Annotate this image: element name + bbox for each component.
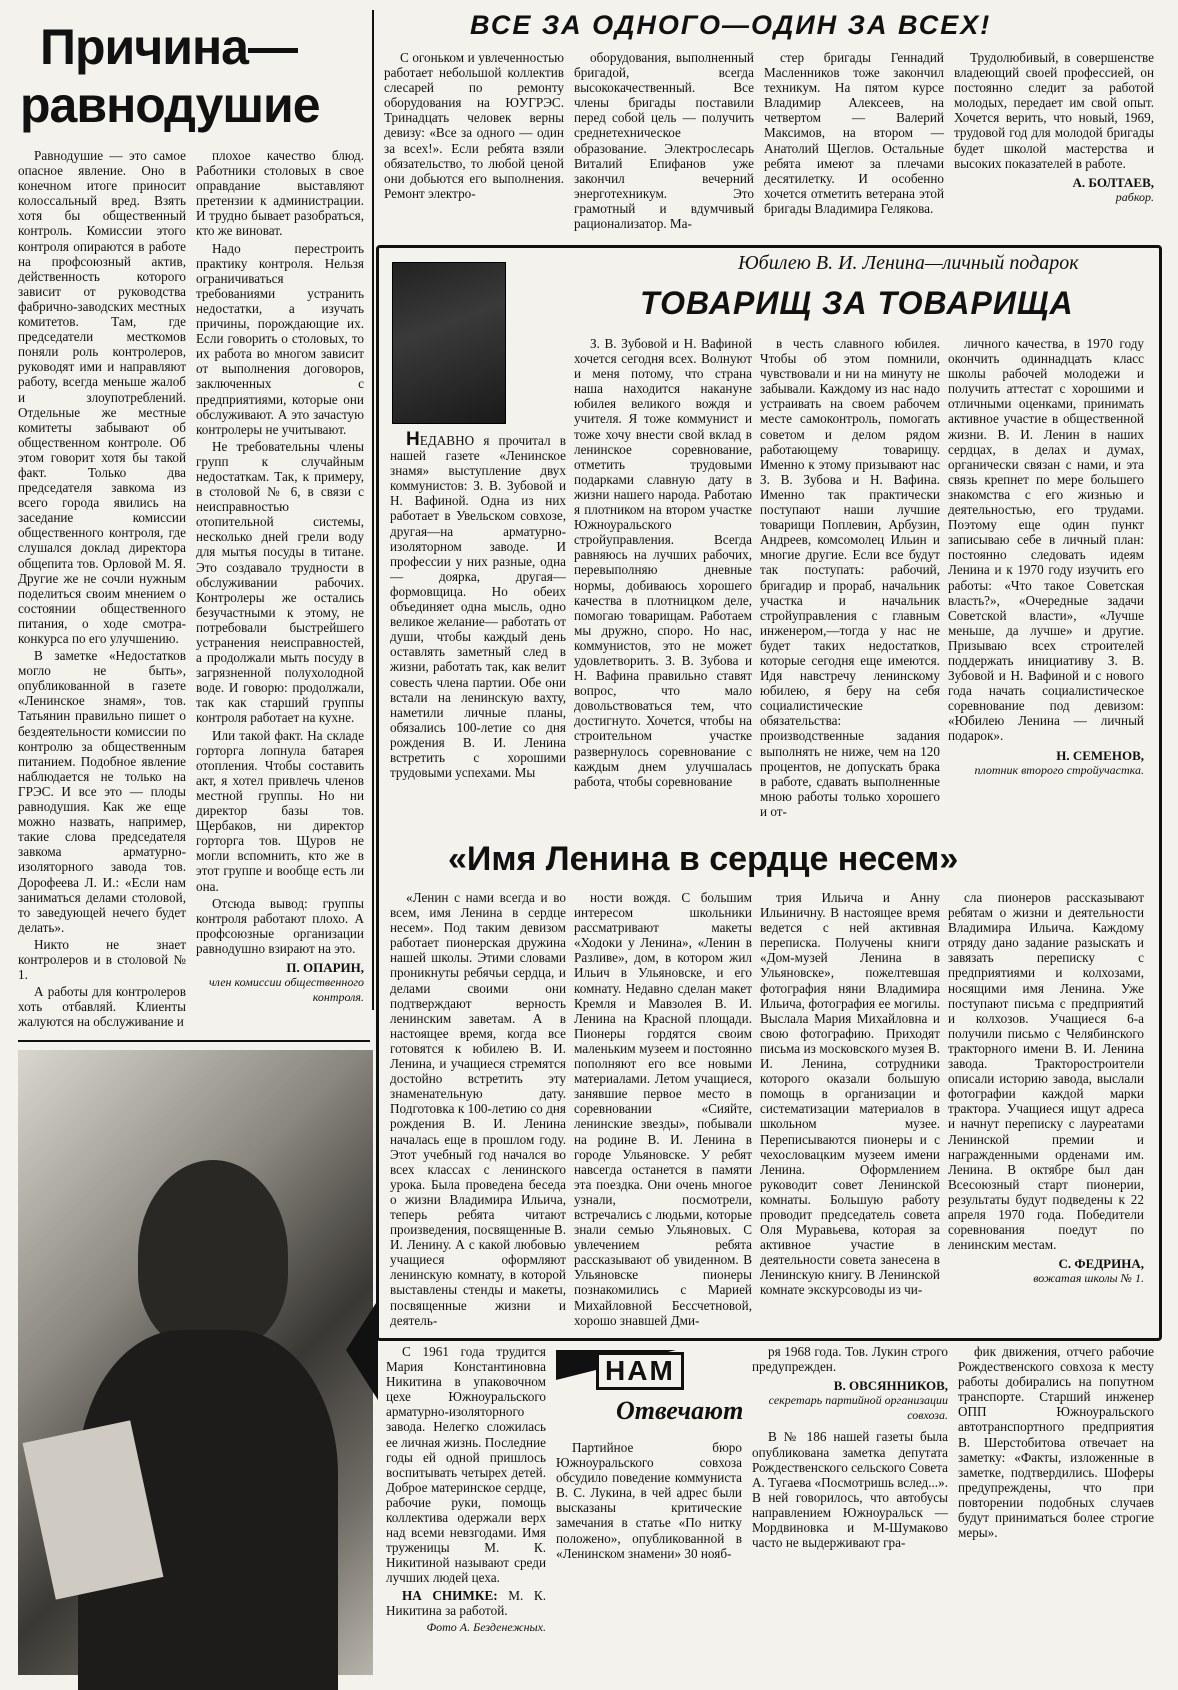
article1-paragraph: Никто не знает контролеров и в столовой № 1.: [18, 936, 186, 983]
article5-caption-text: М. К. Никитина за работой.: [386, 1587, 546, 1618]
article3-column-4: [948, 336, 1144, 836]
article1-paragraph: Надо перестроить практику контроля. Нельзя ограничиваться требованиями устранить недостатки, а изучать причины, порождающие их. Если говорить о столовых, то их работа во многом зависит от выполнения договоров, заключенных с предприятиями, которые они обслуживают. А это зачастую контролеры не учитывают.: [196, 240, 364, 437]
article5-column: [386, 1344, 546, 1674]
article6-paragraph: Партийное бюро Южноуральского совхоза обсудило поведение коммуниста В. С. Лукина, в чей адрес были высказаны критические замечания в статье «По нитку положено», опубликованной в «Ленинском знамени» 30 нояб-: [556, 1440, 742, 1561]
article1-paragraph: Равнодушие — это самое опасное явление. Оно в конечном итоге приносит колоссальный вред. Взять хотя бы общественный контроль. Комиссии этого контроля опираются в работе на профсоюзный актив, действенность которого зависит от руководства фабрично-заводских местных комитетов. Там, где председатели месткомов поняли роль контролеров, руководят ими и направляют работу, всегда меньше жалоб и злоупотреблений. Отдельные же местные комитеты забывают об общественном контроле. Об этом говорит хотя бы такой факт. Только два председателя завкома из всего города явились на заседание комиссии общественного контроля, где слушался доклад директора общепита тов. Орловой М. Я. Другие же не сочли нужным поделиться своим мнением о состоянии общественного питания, о ходе смотра-конкурса по его улучшению.: [18, 148, 186, 646]
article6-paragraph: фик движения, отчего рабочие Рождественского совхоза к месту работы добирались на попутном транспорте. Старший инженер ОПП Южноуральского автотранспортного предприятия В. Шерстобитова отвечает на заметку: «Факты, изложенные в заметке, подтвердились. Шоферы предупреждены, что при повторении подобных случаев будут приниматься более строгие меры».: [958, 1344, 1154, 1541]
article6-signature-title: секретарь партийной организации совхоза.: [768, 1393, 948, 1423]
article4-paragraph: «Ленин с нами всегда и во всем, имя Ленина в сердце несем». Под таким девизом работает пионерская дружина нашей школы. Этими словами проникнуты ребячьи сердца, и делами своими они подтверждают верность ленинским заветам. А в настоящее время, когда все готовятся к юбилею В. И. Ленина, и учащиеся стремятся достойно встретить эту знаменательную дату. Подготовка к 100-летию со дня рождения В. И. Ленина началась еще в прошлом году. Этот учебный год начался во всех классах с ленинского урока. Была проведена беседа о жизни Владимира Ильича, теперь ребята читают произведения, посвященные В. И. Ленину. А с какой любовью учащиеся оформляют ленинскую комнату, в которой выставлены стенды и макеты, посвященные жизни и деятель-: [390, 890, 566, 1328]
article1-paragraph: А работы для контролеров хоть отбавляй. Клиенты жалуются на обслуживание и: [18, 984, 186, 1030]
article3-paragraph: личного качества, в 1970 году окончить одиннадцать класс школы рабочей молодежи и получить аттестат с хорошими и отличными оценками, принимать активное участие в общественной жизни. В. И. Ленин в наших сердцах, в делах и думах, органически связан с нами, и эта связь крепнет по мере большего знакомства с его жизнью и деятельностью, его трудами. Поэтому еще один пункт записываю себе в личный план: постоянно следовать идеям Ленина и к 1970 году изучить его работы: «Что такое Советская власть?», «Очередные задачи Советской власти», «Лучше меньше, да лучше» и другие. Призываю всех строителей поддержать инициативу З. В. Зубовой и Н. Вафиной и с нового года начать социалистическое соревнование под девизом: «Юбилею Ленина — личный подарок».: [948, 336, 1144, 744]
article5-caption-label: НА СНИМКЕ:: [402, 1587, 498, 1603]
article2-column-1: [384, 50, 564, 250]
article2-column-2: [574, 50, 754, 250]
article1-title-line2: равнодушие: [20, 77, 320, 133]
article6-signature: В. ОВСЯННИКОВ,: [833, 1378, 948, 1394]
article6-column-2: [752, 1344, 948, 1676]
article3-paragraph: [390, 429, 566, 781]
article1-signature-title: член комиссии общественного контроля.: [208, 975, 364, 1005]
worker-photo: [18, 1050, 373, 1675]
article2-signature: А. БОЛТАЕВ,: [1072, 174, 1154, 190]
article4-title: «Имя Ленина в сердце несем»: [448, 840, 959, 878]
article1-paragraph: Отсюда вывод: группы контроля работают плохо. А профсоюзные организации равнодушно взирают на это.: [196, 895, 364, 956]
article3-column-1: [390, 429, 566, 837]
separator-rule: [18, 1040, 370, 1042]
article4-paragraph: трия Ильича и Анну Ильиничну. В настоящее время ведется с ней активная переписка. Получены книги «Дом-музей Ленина в Ульяновске», пожелтевшая фотография няни Владимира Ильича, фотография ее могилы. Выслала Мария Михайловна и свою фотографию. Приходят письма из московского музея В. И. Ленина, сотрудники которого оказали большую помощь в организации и систематизации материалов в школьном музее. Переписываются пионеры и с чехословацким музеем имени Ленина. Оформлением руководит совет Ленинской комнаты. Большую работу проводит председатель совета Оля Муравьева, которая за активное участие в деятельности совета занесена в Ленинскую книгу. В Ленинской комнате экскурсоводы из чи-: [760, 890, 940, 1298]
article2-paragraph: оборудования, выполненный бригадой, всегда высококачественный. Все члены бригады поставили перед собой цель — получить среднетехническое образование. Электрослесарь Виталий Епифанов уже закончил вечерний энерготехникум. Это грамотный и вдумчивый рационализатор. Ма-: [574, 50, 754, 232]
article3-paragraph: в честь славного юбилея. Чтобы об этом помнили, чувствовали и ни на минуту не забывали. Каждому из нас надо устраивать на своем рабочем месте самоконтроль, помогать советом и делом рядом работающему товарищу. Именно к этому призывают нас З. В. Зубова и Н. Вафина. Именно так практически поступают наши лучшие товарищи Поплевин, Арбузин, Андреев, комсомолец Ильин и многие другие. Если все будут так поступать: рабочий, бригадир и прораб, начальник участка и начальник стройуправления с главным инженером,—тогда у нас не будет таких недостатков, которые сегодня еще имеются. Идя навстречу ленинскому юбилею, я беру на себя социалистические обязательства: производственные задания выполнять не ниже, чем на 120 процентов, не допускать брака в работе, сдавать выполненные мною работы только хорошего и от-: [760, 336, 940, 819]
article3-signature: Н. СЕМЕНОВ,: [1056, 747, 1144, 763]
article6-column-1: [556, 1440, 742, 1676]
article6-column-3: [958, 1344, 1154, 1676]
article2-banner: ВСЕ ЗА ОДНОГО—ОДИН ЗА ВСЕХ!: [470, 10, 992, 40]
photo-pointer-arrow: [346, 1300, 378, 1400]
article5-paragraph: С 1961 года трудится Мария Константиновна Никитина в упаковочном цехе Южноуральского арматурно-изоляторного завода. Нелегко сложилась ее личная жизнь. Последние годы ей одной пришлось воспитывать четырех детей. Доброе материнское сердце, рабочие руки, помощь коллектива одержали верх над всеми невзгодами. Имя труженицы М. К. Никитиной называют среди лучших людей цеха.: [386, 1344, 546, 1586]
article3-signature-title: плотник второго стройучастка.: [974, 762, 1144, 777]
article2-column-4: [954, 50, 1154, 250]
article2-paragraph: С огоньком и увлеченностью работает небольшой коллектив слесарей по ремонту оборудования на ЮУГРЭС. Тринадцать человек верны девизу: «Все за одного — один за всех!». Если ребята взяли обязательство, то любой ценой они добьются его выполнения. Ремонт электро-: [384, 50, 564, 201]
nam-otvechayut-logo: [556, 1350, 742, 1432]
article5-caption: [386, 1588, 546, 1618]
article2-paragraph: стер бригады Геннадий Масленников тоже закончил техникум. На пятом курсе Владимир Алексеев, на четвертом — Валерий Максимов, на втором — Анатолий Щеглов. Остальные ребята имеют за плечами десятилетку. И особенно хочется отметить ветерана этой бригады Владимира Гелякова.: [764, 50, 944, 216]
article3-text: ЕДАВНО я прочитал в нашей газете «Ленинское знамя» выступление двух коммунистов: З. В. Зубовой и Н. Вафиной. Одна из них работает в Увельском совхозе, другая—на арматурно-изоляторном заводе. И профессии у них разные, одна — доярка, другая— формовщица. Но обеих объединяет одна мысль, одно великое желание— работать от души, чтобы каждый день оставлять заметный след в жизни, работать так, как велит совесть члена партии. Обе они встали на ленинскую вахту, наметили личные планы, обязались 100-летие со дня рождения В. И. Ленина встретить с хорошими трудовыми успехами. Мы: [390, 433, 566, 781]
article1-column-1: [18, 148, 186, 1030]
article1-column-2: [196, 148, 364, 1006]
article3-rubric: Юбилею В. И. Ленина—личный подарок: [738, 252, 1079, 274]
article4-column-2: [574, 890, 752, 1330]
article4-column-1: [390, 890, 566, 1330]
article2-column-3: [764, 50, 944, 250]
photo-figure-shape: [138, 1160, 288, 1350]
article4-column-3: [760, 890, 940, 1330]
article2-signature-title: рабкор.: [1115, 189, 1154, 204]
article6-paragraph: ря 1968 года. Тов. Лукин строго предупрежден.: [752, 1344, 948, 1375]
article3-title: ТОВАРИЩ ЗА ТОВАРИЩА: [640, 285, 1074, 321]
article2-paragraph: Трудолюбивый, в совершенстве владеющий своей профессией, он постоянно следит за работой молодых, передает им свой опыт. Хочется верить, что новый, 1969, трудовой год для молодой бригады будет школой мастерства и высоких показателей в работе.: [954, 50, 1154, 171]
article4-column-4: [948, 890, 1144, 1330]
article4-signature-title: вожатая школы № 1.: [1033, 1271, 1144, 1286]
article1-paragraph: плохое качество блюд. Работники столовых в свое оправдание выставляют претензии к администрации. И трудно бывает разобраться, кто же виноват.: [196, 148, 364, 239]
article1-paragraph: Не требовательны члены групп к случайным недостаткам. Так, к примеру, в столовой № 6, в связи с неисправностью отопительной системы, несколько дней грели воду для мытья посуды в титане. Это создавало трудности в обслуживании рабочих. Контролеры же остались безучастными к этому, не потребовали быстрейшего устранения неисправностей, а продолжали мыть посуду в загрязненной полухолодной воде. И говорю: продолжали, так как старший группы контроля работает на кухне.: [196, 438, 364, 726]
separator-rule: [372, 10, 374, 1010]
article1-title-line1: Причина—: [40, 19, 297, 75]
article1-paragraph: Или такой факт. На складе горторга лопнула батарея отопления. Чтобы составить акт, я хотел привлечь членов местной группы. Но ни директор базы тов. Щербаков, ни директор горторга тов. Щуров не могли вспомнить, кто же в этот группе и вообще есть ли она.: [196, 727, 364, 894]
article3-dropcap: Н: [406, 429, 420, 450]
article6-paragraph: В № 186 нашей газеты была опубликована заметка депутата Рождественского сельского Совета А. Тугаева «Посмотришь вслед...». В ней говорилось, что автобусы направлением Южноуральск — Мордвиновка и М-Шумаково часто не выдерживают гра-: [752, 1429, 948, 1551]
logo-title-nam: НАМ: [596, 1352, 684, 1390]
article1-signature: П. ОПАРИН,: [286, 959, 364, 975]
article3-column-3: [760, 336, 940, 836]
article1-paragraph: В заметке «Недостатков могло не быть», опубликованной в газете «Ленинское знамя», тов. Татьянин правильно пишет о бездеятельности комиссии по контролю за общественным питанием. Подобное явление наблюдается не только на ГРЭС. И все это — плоды равнодушия. Как же еще можно назвать, например, такие слова председателя завкома арматурно-изоляторного завода тов. Дорофеева Л. И.: «Если нам заниматься делами столовой, то заведующей нечего будет делать».: [18, 648, 186, 935]
article4-signature: С. ФЕДРИНА,: [1058, 1256, 1144, 1272]
article3-paragraph: З. В. Зубовой и Н. Вафиной хочется сегодня всех. Волнуют и меня потому, что страна наша находится накануне юбилея великого вождя и учителя. Я тоже коммунист и тоже хочу внести свой вклад в ленинское соревнование, отметить трудовыми подарками славную дату в жизни нашего народа. Работаю я плотником на втором участке Южноуральского стройуправления. Всегда равняюсь на лучших рабочих, перевыполняю дневные нормы, добиваюсь хорошего качества в плотницком деле, помогаю товарищам. Работаем мы дружно, споро. Но нас, коммунистов, это не может удовлетворить. З. В. Зубова и Н. Вафина правильно ставят вопрос, что мало довольствоваться тем, что достигнуто. Хочется, чтобы на строительном участке развернулось соревнование с каждым днем улучшалась работа, чтобы соревнование: [574, 336, 752, 789]
article3-column-2: [574, 336, 752, 836]
logo-title-otvechayut: Отвечают: [616, 1396, 744, 1425]
article5-photo-credit: Фото А. Безденежных.: [426, 1619, 546, 1634]
article4-paragraph: ности вождя. С большим интересом школьники рассматривают макеты «Ходоки у Ленина», «Ленин в Разливе», дом, в котором жил Ильич в Ульяновске, и его комнату. Недавно сделан макет Кремля и Мавзолея В. И. Ленина на Красной площади. Пионеры гордятся своим маленьким музеем и постоянно пополняют его все новыми материалами. Летом учащиеся, занявшие первое место в соревновании «Сияйте, ленинские звезды», побывали на родине В. И. Ленина в городе Ульяновске. У ребят навсегда останется в памяти эта поездка. Они очень многое узнали, посмотрели, встречались с людьми, которые знали семью Ульяновых. С увлечением ребята рассказывают об увиденном. В Ульяновске пионеры познакомились с Марией Михайловной Бессчетновой, хорошо знавшей Дми-: [574, 890, 752, 1328]
article4-paragraph: сла пионеров рассказывают ребятам о жизни и деятельности Владимира Ильича. Каждому отряду дано задание разыскать и завязать переписку с предприятиями и колхозами, носящими имя Ленина. Уже поступают письма с предприятий и колхозов. Учащиеся 6-а получили письмо с Челябинского тракторного имени В. И. Ленина завода. Тракторостроители описали историю завода, выслали фотографии каждой марки трактора. Учащиеся ищут адреса и начнут переписку с лауреатами Ленинской премии и награжденными орденами им. Ленина. В октябре был дан Всесоюзный старт пионерии, результаты будут подведены к 22 апреля 1970 года. Победители соревнования поедут по ленинским местам.: [948, 890, 1144, 1253]
author-photo: [392, 262, 506, 424]
